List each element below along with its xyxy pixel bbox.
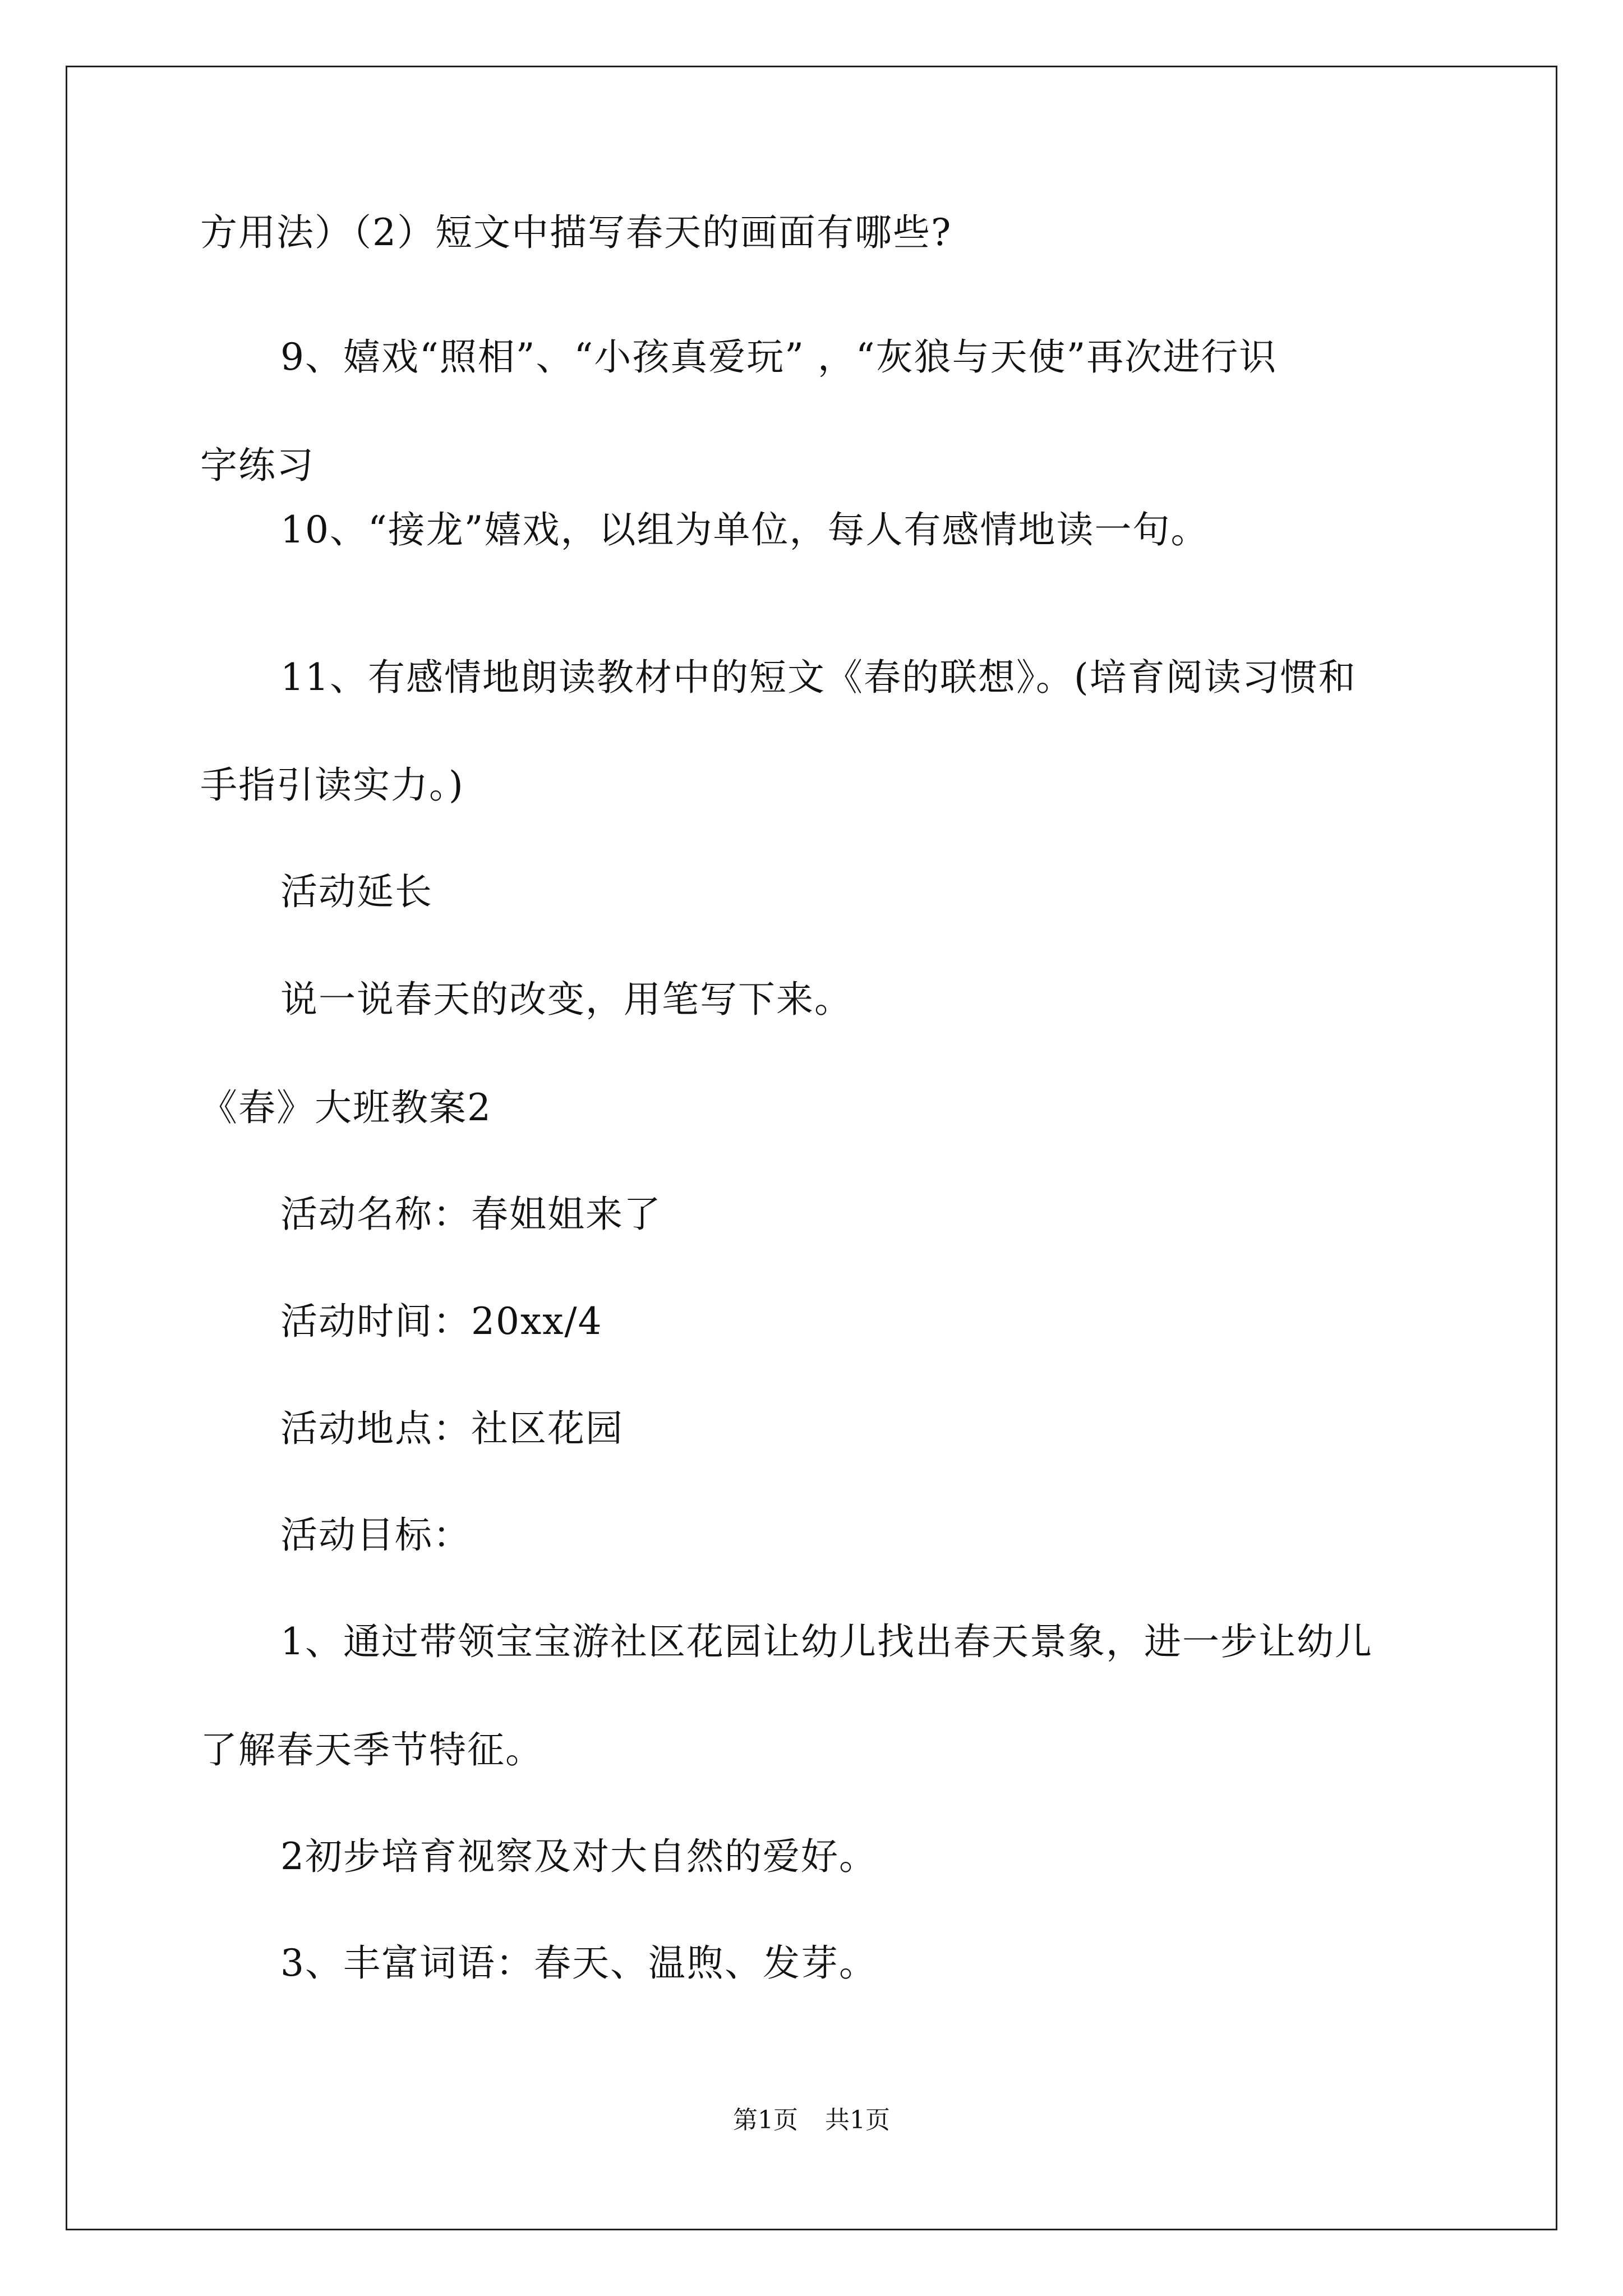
text-line: 11、有感情地朗读教材中的短文《春的联想》。(培育阅读习惯和	[280, 656, 1357, 699]
text-line: 字练习	[200, 444, 315, 487]
text-line: 活动名称：春姐姐来了	[280, 1193, 662, 1236]
page-total: 共1页	[825, 2106, 890, 2134]
text-line: 9、嬉戏“照相”、“小孩真爱玩” ，“灰狼与天使”再次进行识	[280, 335, 1278, 379]
page-footer	[0, 2105, 1623, 2136]
text-line: 了解春天季节特征。	[200, 1728, 543, 1772]
text-line: 3、丰富词语：春天、温煦、发芽。	[280, 1941, 877, 1985]
text-line: 10、“接龙”嬉戏，以组为单位，每人有感情地读一句。	[280, 508, 1209, 551]
text-line: 2初步培育视察及对大自然的爱好。	[280, 1835, 877, 1878]
text-line: 活动地点：社区花园	[280, 1407, 624, 1450]
text-line: 方用法）（2）短文中描写春天的画面有哪些?	[200, 211, 952, 254]
text-line: 活动延长	[280, 870, 433, 913]
text-line: 说一说春天的改变，用笔写下来。	[280, 978, 852, 1021]
text-line: 活动时间：20xx/4	[280, 1300, 603, 1343]
page-number: 第1页	[733, 2106, 798, 2134]
section-heading: 《春》大班教案2	[200, 1086, 492, 1129]
text-line: 1、通过带领宝宝游社区花园让幼儿找出春天景象，进一步让幼儿	[280, 1620, 1373, 1663]
text-line: 手指引读实力。)	[200, 763, 464, 807]
page-border	[66, 66, 1557, 2230]
text-line: 活动目标：	[280, 1513, 471, 1557]
